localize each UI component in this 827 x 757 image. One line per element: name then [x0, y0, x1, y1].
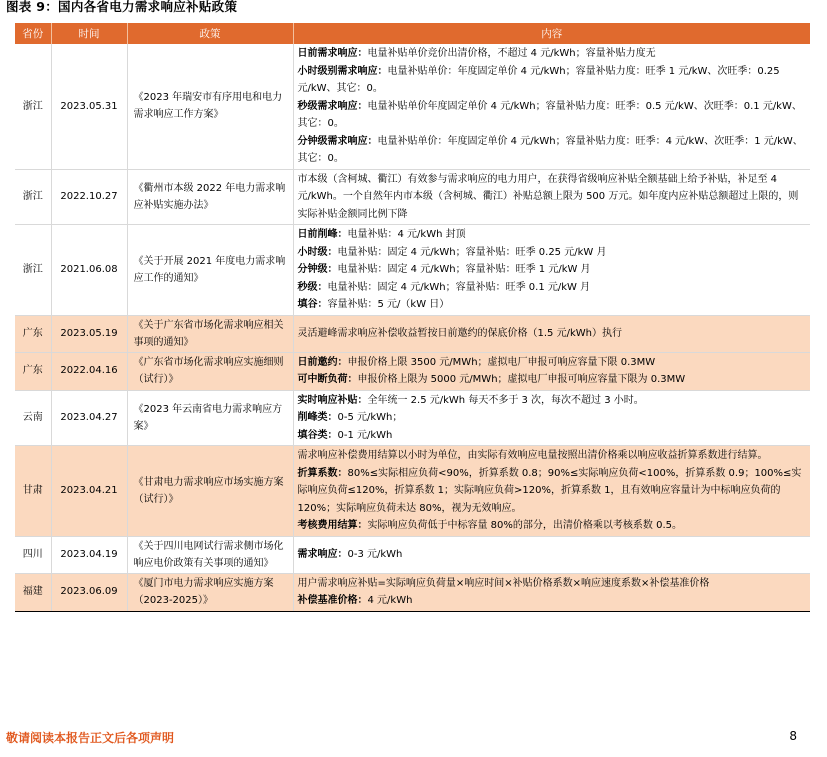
- content-label: 填谷类：: [297, 429, 338, 441]
- cell-content: [293, 390, 810, 446]
- content-label: 日前削峰：: [297, 229, 348, 240]
- cell-date: 2023.04.27: [51, 390, 127, 446]
- cell-policy: 《2023 年瑞安市有序用电和电力需求响应工作方案》: [127, 44, 293, 169]
- content-line: [298, 226, 807, 244]
- content-text: 需求响应补偿费用结算以小时为单位，由实际有效响应电量按照出清价格乘以响应收益折算系数进行结算。: [297, 450, 768, 461]
- cell-date: 2023.05.19: [51, 315, 127, 352]
- content-text: 电量补贴：固定 4 元/kWh；容量补贴：旺季 1 元/kW 月: [337, 264, 591, 275]
- content-label: 秒级需求响应：: [297, 100, 368, 112]
- policy-table: [15, 23, 810, 612]
- table-row: [15, 225, 810, 316]
- cell-policy: 《关于开展 2021 年度电力需求响应工作的通知》: [127, 225, 293, 316]
- content-line: [298, 354, 807, 372]
- content-text: 电量补贴：固定 4 元/kWh；容量补贴：旺季 0.1 元/kW 月: [327, 281, 591, 293]
- cell-date: 2023.04.19: [51, 536, 127, 573]
- content-label: 需求响应：: [297, 548, 348, 560]
- table-row: [15, 352, 810, 390]
- content-text: 容量补贴：5 元/（kW 日）: [327, 299, 450, 310]
- page-title: 图表 9：国内各省电力需求响应补贴政策: [6, 0, 238, 14]
- cell-content: [293, 446, 810, 537]
- content-line: [298, 447, 807, 465]
- header-content: 内容: [293, 23, 810, 44]
- content-label: 小时级别需求响应：: [297, 65, 388, 77]
- content-label: 分钟级需求响应：: [297, 135, 378, 147]
- cell-province: 浙江: [15, 169, 51, 225]
- content-text: 电量补贴：固定 4 元/kWh；容量补贴：旺季 0.25 元/kW 月: [337, 246, 607, 258]
- cell-policy: 《关于广东省市场化需求响应相关事项的通知》: [127, 315, 293, 352]
- cell-date: 2023.05.31: [51, 44, 127, 169]
- content-line: [298, 133, 807, 168]
- cell-date: 2021.06.08: [51, 225, 127, 316]
- cell-province: 浙江: [15, 44, 51, 169]
- content-line: [298, 371, 807, 389]
- content-text: 用户需求响应补贴=实际响应负荷量×响应时间×补贴价格系数×响应速度系数×补偿基准价格: [297, 577, 710, 589]
- table-body: [15, 44, 810, 611]
- subsidy-policy-table: [15, 23, 810, 612]
- cell-province: 云南: [15, 390, 51, 446]
- content-label: 分钟级：: [297, 264, 338, 275]
- content-text: 电量补贴：4 元/kWh 封顶: [347, 229, 466, 240]
- table-row: [15, 44, 810, 169]
- content-text: 0-3 元/kWh: [347, 548, 403, 560]
- content-line: [298, 279, 807, 297]
- content-label: 小时级：: [297, 246, 338, 258]
- content-line: [298, 261, 807, 279]
- cell-policy: 《甘肃电力需求响应市场实施方案（试行）》: [127, 446, 293, 537]
- content-label: 实时响应补贴：: [297, 394, 368, 406]
- content-text: 电量补贴单价年度固定单价 4 元/kWh；容量补贴力度：旺季：0.5 元/kW、次旺季：0.1 元/kW、其它：0。: [297, 100, 802, 129]
- content-text: 电量补贴单价：年度固定单价 4 元/kWh；容量补贴力度：旺季 1 元/kW、次旺季：0.25 元/kW、其它：0。: [297, 65, 780, 94]
- content-label: 补偿基准价格：: [297, 595, 368, 606]
- content-text: 市本级（含柯城、衢江）有效参与需求响应的电力用户，在获得省级响应补贴全额基础上给予补贴，补足至 4 元/kWh。一个自然年内市本级（含柯城、衢江）补贴总额上限为 500 万元。如年度内应补贴总额超过上限的，则实际补贴金额同比例下降: [297, 173, 799, 220]
- table-row: [15, 536, 810, 573]
- content-line: [298, 296, 807, 314]
- content-text: 申报价格上限 3500 元/MWh；虚拟电厂申报可响应容量下限 0.3MW: [347, 356, 656, 368]
- content-line: [298, 45, 807, 63]
- content-label: 日前邀约：: [297, 356, 348, 368]
- table-row: [15, 390, 810, 446]
- content-text: 灵活避峰需求响应补偿收益暂按日前邀约的保底价格（1.5 元/kWh）执行: [297, 327, 622, 339]
- content-label: 可中断负荷：: [297, 374, 358, 385]
- table-row: [15, 446, 810, 537]
- cell-content: [293, 315, 810, 352]
- content-line: [298, 575, 807, 593]
- cell-content: [293, 352, 810, 390]
- table-row: [15, 315, 810, 352]
- cell-date: 2022.04.16: [51, 352, 127, 390]
- content-label: 考核费用结算：: [297, 520, 368, 531]
- content-text: 0-5 元/kWh；: [337, 412, 403, 423]
- header-policy: 政策: [127, 23, 293, 44]
- cell-policy: 《衢州市本级 2022 年电力需求响应补贴实施办法》: [127, 169, 293, 225]
- content-text: 电量补贴单价：年度固定单价 4 元/kWh；容量补贴力度：旺季：4 元/kW、次旺季：1 元/kW、其它：0。: [297, 135, 803, 164]
- cell-policy: 《广东省市场化需求响应实施细则（试行）》: [127, 352, 293, 390]
- table-header-row: [15, 23, 810, 44]
- content-line: [298, 98, 807, 133]
- cell-date: 2023.06.09: [51, 573, 127, 611]
- cell-policy: 《厦门市电力需求响应实施方案（2023-2025）》: [127, 573, 293, 611]
- cell-content: [293, 536, 810, 573]
- content-label: 填谷：: [297, 299, 328, 310]
- cell-province: 甘肃: [15, 446, 51, 537]
- cell-policy: 《2023 年云南省电力需求响应方案》: [127, 390, 293, 446]
- content-line: [298, 171, 807, 224]
- cell-date: 2023.04.21: [51, 446, 127, 537]
- content-line: [298, 63, 807, 98]
- page-number: 8: [789, 729, 797, 743]
- content-text: 80%≤实际相应负荷<90%，折算系数 0.8；90%≤实际响应负荷<100%，折算系数 0.9；100%≤实际响应负荷≤120%，折算系数 1；实际响应负荷>120%，折算系数 1，且有效响应容量计为中标响应负荷的 120%；实际响应负荷未达 80%，视为无效响应。: [297, 467, 802, 514]
- cell-content: [293, 573, 810, 611]
- content-line: [298, 546, 807, 564]
- cell-date: 2022.10.27: [51, 169, 127, 225]
- content-line: [298, 409, 807, 427]
- table-row: [15, 573, 810, 611]
- content-label: 削峰类：: [297, 412, 338, 423]
- content-line: [298, 465, 807, 518]
- content-line: [298, 427, 807, 445]
- content-label: 秒级：: [297, 281, 328, 293]
- content-label: 折算系数：: [297, 467, 348, 479]
- content-text: 申报价格上限为 5000 元/MWh；虚拟电厂申报可响应容量下限为 0.3MW: [357, 374, 686, 385]
- cell-province: 福建: [15, 573, 51, 611]
- content-line: [298, 517, 807, 535]
- content-line: [298, 244, 807, 262]
- cell-province: 广东: [15, 315, 51, 352]
- header-date: 时间: [51, 23, 127, 44]
- header-province: 省份: [15, 23, 51, 44]
- content-text: 实际响应负荷低于中标容量 80%的部分，出清价格乘以考核系数 0.5。: [367, 520, 682, 531]
- cell-policy: 《关于四川电网试行需求侧市场化响应电价政策有关事项的通知》: [127, 536, 293, 573]
- content-label: 日前需求响应：: [297, 48, 368, 59]
- cell-content: [293, 169, 810, 225]
- content-text: 4 元/kWh: [367, 595, 413, 606]
- content-line: [298, 325, 807, 343]
- content-line: [298, 592, 807, 610]
- cell-province: 四川: [15, 536, 51, 573]
- content-text: 0-1 元/kWh: [337, 429, 393, 441]
- cell-content: [293, 44, 810, 169]
- content-text: 电量补贴单价竞价出清价格，不超过 4 元/kWh；容量补贴力度无: [367, 48, 656, 59]
- table-row: [15, 169, 810, 225]
- cell-province: 浙江: [15, 225, 51, 316]
- content-line: [298, 392, 807, 410]
- footer-disclaimer: 敬请阅读本报告正文后各项声明: [6, 731, 175, 745]
- content-text: 全年统一 2.5 元/kWh 每天不多于 3 次，每次不超过 3 小时。: [367, 394, 644, 406]
- cell-content: [293, 225, 810, 316]
- cell-province: 广东: [15, 352, 51, 390]
